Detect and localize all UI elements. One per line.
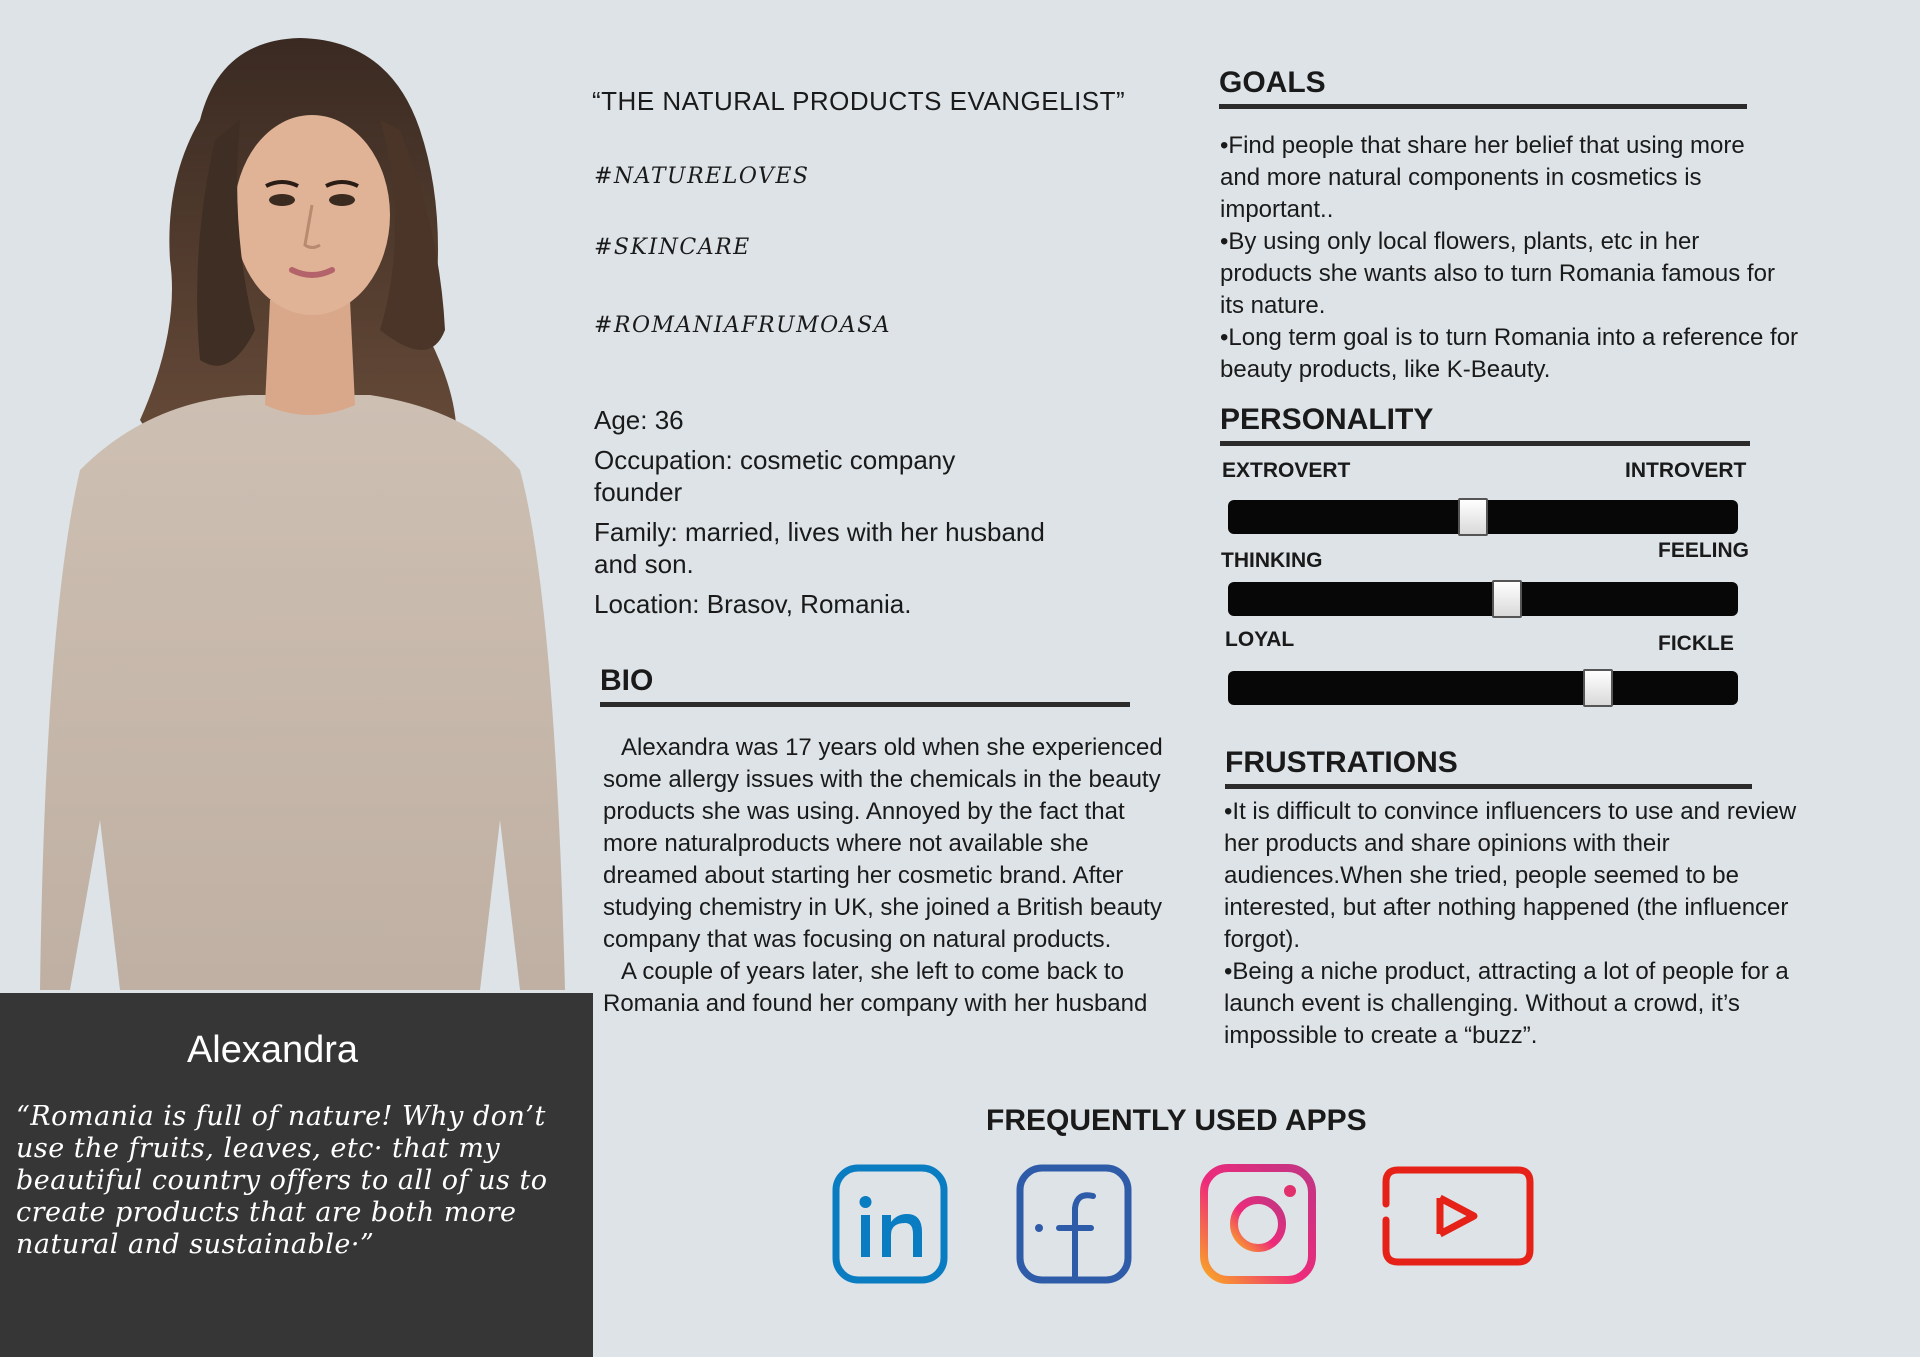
persona-tagline: “THE NATURAL PRODUCTS EVANGELIST” [592, 86, 1126, 116]
trait-right-label: FICKLE [1658, 632, 1734, 655]
slider-thumb[interactable] [1492, 580, 1522, 618]
bio-title: BIO [600, 664, 1130, 707]
persona-location: Location: Brasov, Romania. [594, 589, 912, 619]
youtube-icon[interactable] [1380, 1158, 1536, 1270]
frustrations-title: FRUSTRATIONS [1225, 746, 1752, 789]
trait-left-label: THINKING [1221, 549, 1323, 572]
frustrations-list [1224, 796, 1844, 1052]
slider-thumb[interactable] [1458, 498, 1488, 536]
trait-left-label: EXTROVERT [1222, 459, 1351, 482]
persona-occupation: Occupation: cosmetic company founder [594, 445, 956, 507]
goal-item: •By using only local flowers, plants, etc in her products she wants also to turn Romania famous for its nature. [1220, 228, 1775, 319]
instagram-icon[interactable] [1198, 1158, 1320, 1290]
goal-item: •Long term goal is to turn Romania into a reference for beauty products, like K-Beauty. [1220, 324, 1799, 383]
persona-family: Family: married, lives with her husband and son. [594, 517, 1045, 579]
hashtag-romania-frumoasa: #ROMANIAFRUMOASA [594, 313, 892, 338]
goal-item: •Find people that share her belief that using more and more natural components in cosmetics is important.. [1220, 132, 1745, 223]
frustration-item: •It is difficult to convince influencers to use and review her products and share opinions with their audiences.When she tried, people seemed to be interested, but after nothing happened (the influencer forgot). [1224, 798, 1797, 953]
persona-facts [594, 404, 1114, 628]
goals-title: GOALS [1219, 66, 1747, 109]
apps-title: FREQUENTLY USED APPS [986, 1104, 1367, 1137]
trait-right-label: INTROVERT [1625, 459, 1747, 482]
personality-title: PERSONALITY [1220, 403, 1750, 446]
personality-slider-extrovert-introvert[interactable] [1228, 500, 1738, 534]
hashtag-nature-loves: #NATURELOVES [594, 164, 810, 189]
bio-paragraph: Alexandra was 17 years old when she experienced some allergy issues with the chemicals in the beauty products she was using. Annoyed by the fact that more naturalproducts where not available she dreamed about starting her cosmetic brand. After studying chemistry in UK, she joined a British beauty company that was focusing on natural products. [603, 734, 1163, 953]
hashtag-skincare: #SKINCARE [594, 235, 751, 260]
frustration-item: •Being a niche product, attracting a lot of people for a launch event is challenging. Without a crowd, it’s impossible to create a “buzz”. [1224, 958, 1789, 1049]
linkedin-icon[interactable] [830, 1158, 952, 1290]
trait-left-label: LOYAL [1225, 628, 1295, 651]
persona-card [0, 993, 593, 1357]
personality-slider-thinking-feeling[interactable] [1228, 582, 1738, 616]
persona-name: Alexandra [186, 1029, 359, 1071]
trait-right-label: FEELING [1658, 539, 1750, 562]
slider-thumb[interactable] [1583, 669, 1613, 707]
persona-photo [0, 0, 590, 1000]
facebook-icon[interactable] [1015, 1158, 1133, 1290]
bio-text [603, 732, 1183, 1020]
personality-slider-loyal-fickle[interactable] [1228, 671, 1738, 705]
persona-age: Age: 36 [594, 405, 684, 435]
bio-paragraph: A couple of years later, she left to come back to Romania and found her company with her husband [603, 958, 1148, 1017]
persona-quote: “Romania is full of nature! Why don’t use the fruits, leaves, etc· that my beautiful country offers to all of us to create products that are both more natural and sustainable·” [16, 1101, 548, 1260]
goals-list [1220, 130, 1820, 386]
